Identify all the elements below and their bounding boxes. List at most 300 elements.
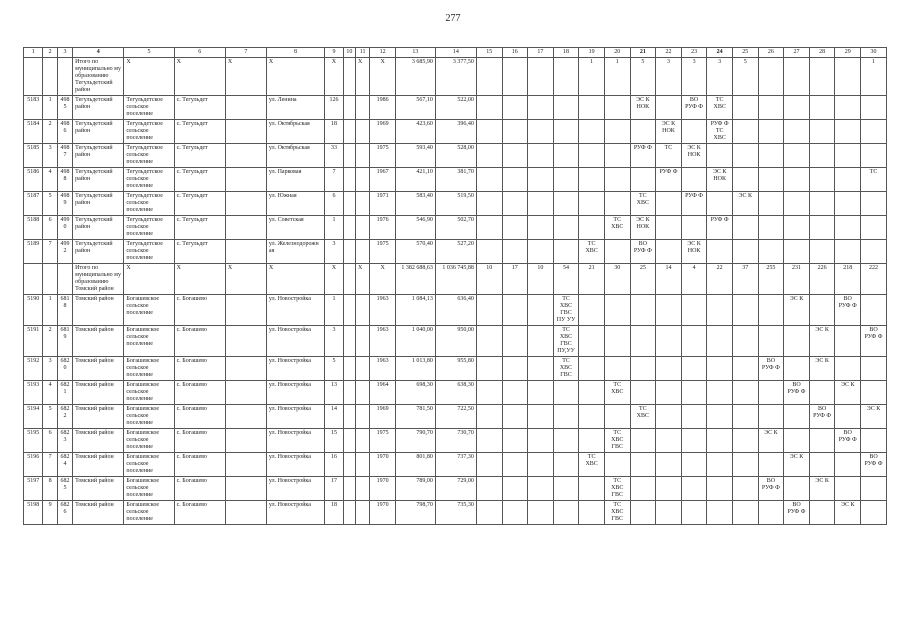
table-cell: X [355, 58, 369, 96]
table-cell: ул. Новостройка [266, 381, 324, 405]
table-cell [732, 144, 758, 168]
table-cell: ВО РУФ Ф [809, 405, 835, 429]
table-cell [343, 501, 355, 525]
table-cell: 4 [43, 168, 57, 192]
table-cell: 5187 [24, 192, 43, 216]
table-cell [579, 429, 605, 453]
table-cell: 1 040,00 [395, 326, 435, 357]
column-number-cell: 11 [355, 48, 369, 58]
table-cell [784, 96, 810, 120]
table-cell: ВО РУФ Ф [835, 295, 861, 326]
table-cell [343, 405, 355, 429]
table-cell: ул. Новостройка [266, 357, 324, 381]
table-cell: Томский район [73, 381, 124, 405]
table-cell: 5189 [24, 240, 43, 264]
table-cell [579, 192, 605, 216]
table-cell [579, 168, 605, 192]
table-cell [656, 477, 682, 501]
table-cell [835, 326, 861, 357]
table-cell [784, 357, 810, 381]
table-row [24, 144, 887, 168]
table-cell [502, 120, 528, 144]
table-cell: 396,40 [435, 120, 476, 144]
table-cell: X [225, 58, 266, 96]
table-cell [784, 216, 810, 240]
table-cell: 54 [553, 264, 579, 295]
table-cell [502, 58, 528, 96]
table-cell [835, 58, 861, 96]
table-cell [809, 144, 835, 168]
table-cell: 6820 [57, 357, 72, 381]
table-cell: РУФ Ф [656, 168, 682, 192]
table-cell [355, 477, 369, 501]
table-cell [476, 405, 502, 429]
table-row [24, 501, 887, 525]
table-cell [502, 144, 528, 168]
table-cell: с. Богашево [174, 429, 225, 453]
table-cell [502, 501, 528, 525]
table-cell: 18 [325, 501, 343, 525]
table-cell: 1967 [370, 168, 396, 192]
column-number-cell: 26 [758, 48, 784, 58]
table-cell [604, 120, 630, 144]
table-cell: 3 [43, 144, 57, 168]
table-cell [502, 357, 528, 381]
table-cell: X [266, 58, 324, 96]
table-cell: Богашевское сельское поселение [124, 477, 174, 501]
table-cell: X [355, 264, 369, 295]
table-cell [476, 477, 502, 501]
table-cell: 1976 [370, 216, 396, 240]
table-cell: Тегульдетское сельское поселение [124, 168, 174, 192]
table-cell [630, 168, 656, 192]
table-cell [656, 429, 682, 453]
table-cell: с. Богашево [174, 326, 225, 357]
table-cell: Тегульдетское сельское поселение [124, 192, 174, 216]
table-cell: X [124, 58, 174, 96]
table-cell: 528,00 [435, 144, 476, 168]
table-cell [732, 501, 758, 525]
table-cell: 381,70 [435, 168, 476, 192]
table-cell: Богашевское сельское поселение [124, 357, 174, 381]
table-cell: с. Богашево [174, 405, 225, 429]
table-cell [476, 453, 502, 477]
table-cell: 502,70 [435, 216, 476, 240]
table-cell: 4 [43, 381, 57, 405]
table-cell: ТС ХВС [707, 96, 733, 120]
table-cell [835, 405, 861, 429]
table-row [24, 192, 887, 216]
table-cell [784, 144, 810, 168]
table-cell [355, 120, 369, 144]
table-cell: 1 [579, 58, 605, 96]
table-cell: ТС ХВС [630, 192, 656, 216]
table-cell [656, 381, 682, 405]
table-cell [707, 192, 733, 216]
table-cell: 6818 [57, 295, 72, 326]
column-number-cell: 1 [24, 48, 43, 58]
table-cell: 546,90 [395, 216, 435, 240]
table-cell: Тегульдетское сельское поселение [124, 240, 174, 264]
table-cell: с. Тегульдет [174, 192, 225, 216]
table-cell [604, 192, 630, 216]
table-cell: ЭС К НОК [656, 120, 682, 144]
table-cell [809, 295, 835, 326]
table-cell [732, 120, 758, 144]
table-cell: 5 [43, 192, 57, 216]
table-cell [476, 216, 502, 240]
table-cell: 7 [43, 453, 57, 477]
table-cell [553, 429, 579, 453]
table-cell: ул. Советская [266, 216, 324, 240]
table-cell: ТС ХВС ГВС [604, 501, 630, 525]
table-cell: 1 [325, 295, 343, 326]
table-cell [43, 264, 57, 295]
table-cell [528, 120, 554, 144]
table-cell: 17 [502, 264, 528, 295]
table-cell: ЭС К [758, 429, 784, 453]
table-cell [732, 453, 758, 477]
table-cell [528, 96, 554, 120]
column-number-cell: 3 [57, 48, 72, 58]
table-cell [604, 326, 630, 357]
table-cell [343, 192, 355, 216]
table-cell [604, 168, 630, 192]
table-cell: Тегульдетский район [73, 168, 124, 192]
table-cell: 3 377,50 [435, 58, 476, 96]
table-cell [861, 120, 887, 144]
table-cell [758, 405, 784, 429]
table-cell [343, 429, 355, 453]
table-cell: 1975 [370, 429, 396, 453]
table-cell [355, 381, 369, 405]
table-cell: ТС ХВС [630, 405, 656, 429]
total-row [24, 264, 887, 295]
table-cell: 6 [43, 216, 57, 240]
table-cell: 1963 [370, 326, 396, 357]
table-cell [579, 120, 605, 144]
table-cell: 30 [604, 264, 630, 295]
table-cell: 1 036 745,88 [435, 264, 476, 295]
table-cell: ТС ХВС [579, 240, 605, 264]
table-cell [681, 405, 707, 429]
table-cell: 2 [43, 120, 57, 144]
table-cell [355, 168, 369, 192]
table-cell: ЭС К [784, 453, 810, 477]
table-cell [861, 429, 887, 453]
table-cell [343, 216, 355, 240]
table-cell: 3 [681, 58, 707, 96]
table-cell: Богашевское сельское поселение [124, 295, 174, 326]
table-cell [630, 120, 656, 144]
table-cell: 33 [325, 144, 343, 168]
table-cell: 698,30 [395, 381, 435, 405]
table-cell [579, 405, 605, 429]
table-cell: 5198 [24, 501, 43, 525]
table-cell [528, 357, 554, 381]
table-cell: 737,30 [435, 453, 476, 477]
table-cell: 5192 [24, 357, 43, 381]
table-cell: 5185 [24, 144, 43, 168]
table-cell: ЭС К [732, 192, 758, 216]
table-row [24, 295, 887, 326]
table-cell [343, 453, 355, 477]
table-cell: 5186 [24, 168, 43, 192]
table-cell: 5183 [24, 96, 43, 120]
column-number-cell: 2 [43, 48, 57, 58]
table-cell: 567,10 [395, 96, 435, 120]
table-cell: ВО РУФ Ф [784, 381, 810, 405]
table-cell [835, 240, 861, 264]
table-cell [656, 240, 682, 264]
table-cell: ул. Южная [266, 192, 324, 216]
table-cell [758, 381, 784, 405]
table-cell [630, 477, 656, 501]
table-cell [707, 477, 733, 501]
table-cell [784, 192, 810, 216]
table-cell: 255 [758, 264, 784, 295]
table-cell [528, 429, 554, 453]
table-cell [502, 326, 528, 357]
column-number-cell: 28 [809, 48, 835, 58]
table-cell: 4992 [57, 240, 72, 264]
table-cell: 14 [656, 264, 682, 295]
table-cell: ТС [861, 168, 887, 192]
table-cell [861, 477, 887, 501]
table-row [24, 326, 887, 357]
table-cell [528, 216, 554, 240]
table-cell [502, 192, 528, 216]
table-row [24, 120, 887, 144]
table-cell [784, 405, 810, 429]
table-cell: ЭС К [809, 477, 835, 501]
table-cell: 1 084,13 [395, 295, 435, 326]
table-cell: 722,50 [435, 405, 476, 429]
table-cell: 790,70 [395, 429, 435, 453]
table-cell: 423,60 [395, 120, 435, 144]
table-cell: с. Тегульдет [174, 168, 225, 192]
table-cell [225, 295, 266, 326]
table-cell: с. Тегульдет [174, 144, 225, 168]
table-cell [604, 295, 630, 326]
table-cell: с. Тегульдет [174, 240, 225, 264]
table-cell [732, 381, 758, 405]
column-number-cell: 23 [681, 48, 707, 58]
table-cell [656, 192, 682, 216]
table-cell [553, 96, 579, 120]
table-cell [707, 295, 733, 326]
column-number-cell: 21 [630, 48, 656, 58]
table-cell: X [325, 264, 343, 295]
table-cell: 231 [784, 264, 810, 295]
table-cell [758, 96, 784, 120]
table-cell [355, 501, 369, 525]
column-number-cell: 4 [73, 48, 124, 58]
table-cell: с. Богашево [174, 477, 225, 501]
table-cell: ул. Парковая [266, 168, 324, 192]
table-cell: 735,30 [435, 501, 476, 525]
table-cell [835, 453, 861, 477]
column-number-cell: 8 [266, 48, 324, 58]
table-cell: 126 [325, 96, 343, 120]
table-cell: РУФ Ф [707, 216, 733, 240]
table-cell [553, 120, 579, 144]
table-cell [225, 501, 266, 525]
table-cell: ул. Ленина [266, 96, 324, 120]
table-cell [604, 96, 630, 120]
table-cell: 3 [656, 58, 682, 96]
table-cell [732, 326, 758, 357]
column-number-cell: 5 [124, 48, 174, 58]
table-cell: Богашевское сельское поселение [124, 429, 174, 453]
table-cell [476, 58, 502, 96]
table-cell [476, 429, 502, 453]
table-cell [502, 429, 528, 453]
table-cell: Томский район [73, 295, 124, 326]
table-cell: 6824 [57, 453, 72, 477]
table-cell [656, 405, 682, 429]
table-cell: 1975 [370, 240, 396, 264]
table-cell: 955,80 [435, 357, 476, 381]
table-cell: ВО РУФ Ф [758, 357, 784, 381]
table-cell [758, 453, 784, 477]
table-cell: 6823 [57, 429, 72, 453]
table-cell [681, 168, 707, 192]
table-cell [732, 168, 758, 192]
table-cell: X [370, 264, 396, 295]
table-cell [835, 216, 861, 240]
table-cell [630, 429, 656, 453]
table-cell [835, 144, 861, 168]
table-cell: 6822 [57, 405, 72, 429]
table-cell: Богашевское сельское поселение [124, 381, 174, 405]
table-cell: ул. Новостройка [266, 429, 324, 453]
table-cell [343, 120, 355, 144]
table-cell: 593,40 [395, 144, 435, 168]
table-cell [476, 326, 502, 357]
table-cell: ЭС К НОК [630, 216, 656, 240]
table-cell [24, 58, 43, 96]
table-cell: 3 [325, 240, 343, 264]
table-cell [681, 295, 707, 326]
total-row [24, 58, 887, 96]
table-cell: ЭС К [784, 295, 810, 326]
table-cell [835, 120, 861, 144]
table-cell [528, 405, 554, 429]
table-cell: 22 [707, 264, 733, 295]
table-cell: 638,30 [435, 381, 476, 405]
table-cell [579, 477, 605, 501]
table-cell [707, 357, 733, 381]
table-cell [707, 240, 733, 264]
table-cell [528, 381, 554, 405]
table-cell [732, 240, 758, 264]
table-cell: ТС ХВС ГВС [604, 477, 630, 501]
table-cell [681, 501, 707, 525]
table-cell: ТС ХВС [604, 381, 630, 405]
table-cell: 1 013,80 [395, 357, 435, 381]
table-cell: ТС ХВС ГВС ПУ,УУ [553, 326, 579, 357]
table-cell: 222 [861, 264, 887, 295]
table-cell [579, 326, 605, 357]
table-cell [732, 405, 758, 429]
table-cell [57, 58, 72, 96]
table-cell: 7 [43, 240, 57, 264]
table-cell: 5 [325, 357, 343, 381]
table-cell: 5188 [24, 216, 43, 240]
table-cell [225, 453, 266, 477]
table-cell: Богашевское сельское поселение [124, 453, 174, 477]
table-cell [343, 264, 355, 295]
table-cell: 801,80 [395, 453, 435, 477]
table-cell [656, 453, 682, 477]
table-cell [681, 216, 707, 240]
table-cell: ЭС К НОК [681, 240, 707, 264]
table-cell [707, 381, 733, 405]
table-cell: 1971 [370, 192, 396, 216]
table-cell [758, 501, 784, 525]
table-cell: 6819 [57, 326, 72, 357]
table-cell [681, 453, 707, 477]
table-cell: ТС ХВС ГВС [553, 357, 579, 381]
table-cell [656, 216, 682, 240]
table-cell [809, 168, 835, 192]
table-cell [476, 381, 502, 405]
table-cell [225, 168, 266, 192]
table-cell [809, 429, 835, 453]
table-cell [225, 240, 266, 264]
table-cell [732, 357, 758, 381]
table-cell [835, 96, 861, 120]
table-cell: X [174, 58, 225, 96]
table-cell [476, 120, 502, 144]
table-cell: ул. Новостройка [266, 501, 324, 525]
table-cell [476, 357, 502, 381]
table-cell [225, 144, 266, 168]
table-cell: 25 [630, 264, 656, 295]
table-cell: Тегульдетское сельское поселение [124, 96, 174, 120]
table-cell [630, 501, 656, 525]
table-cell [809, 192, 835, 216]
table-cell: 1964 [370, 381, 396, 405]
table-cell [343, 144, 355, 168]
table-cell: 730,70 [435, 429, 476, 453]
table-cell [681, 429, 707, 453]
table-cell: Итого по муниципально му образованию Томский район [73, 264, 124, 295]
table-cell [528, 58, 554, 96]
table-cell [784, 168, 810, 192]
table-cell: 4986 [57, 120, 72, 144]
table-cell: Богашевское сельское поселение [124, 326, 174, 357]
table-cell: 1963 [370, 357, 396, 381]
column-number-cell: 30 [861, 48, 887, 58]
table-cell [784, 120, 810, 144]
table-cell [809, 453, 835, 477]
table-cell [225, 326, 266, 357]
table-cell: ТС ХВС ГВС [604, 429, 630, 453]
table-cell: 421,10 [395, 168, 435, 192]
table-cell [502, 216, 528, 240]
table-cell [861, 381, 887, 405]
table-cell: ВО РУФ Ф [861, 326, 887, 357]
table-cell [809, 216, 835, 240]
table-cell: 519,50 [435, 192, 476, 216]
table-cell: ТС ХВС [579, 453, 605, 477]
column-number-cell: 12 [370, 48, 396, 58]
table-cell: 7 [325, 168, 343, 192]
table-cell: Тегульдетское сельское поселение [124, 120, 174, 144]
table-cell [809, 381, 835, 405]
